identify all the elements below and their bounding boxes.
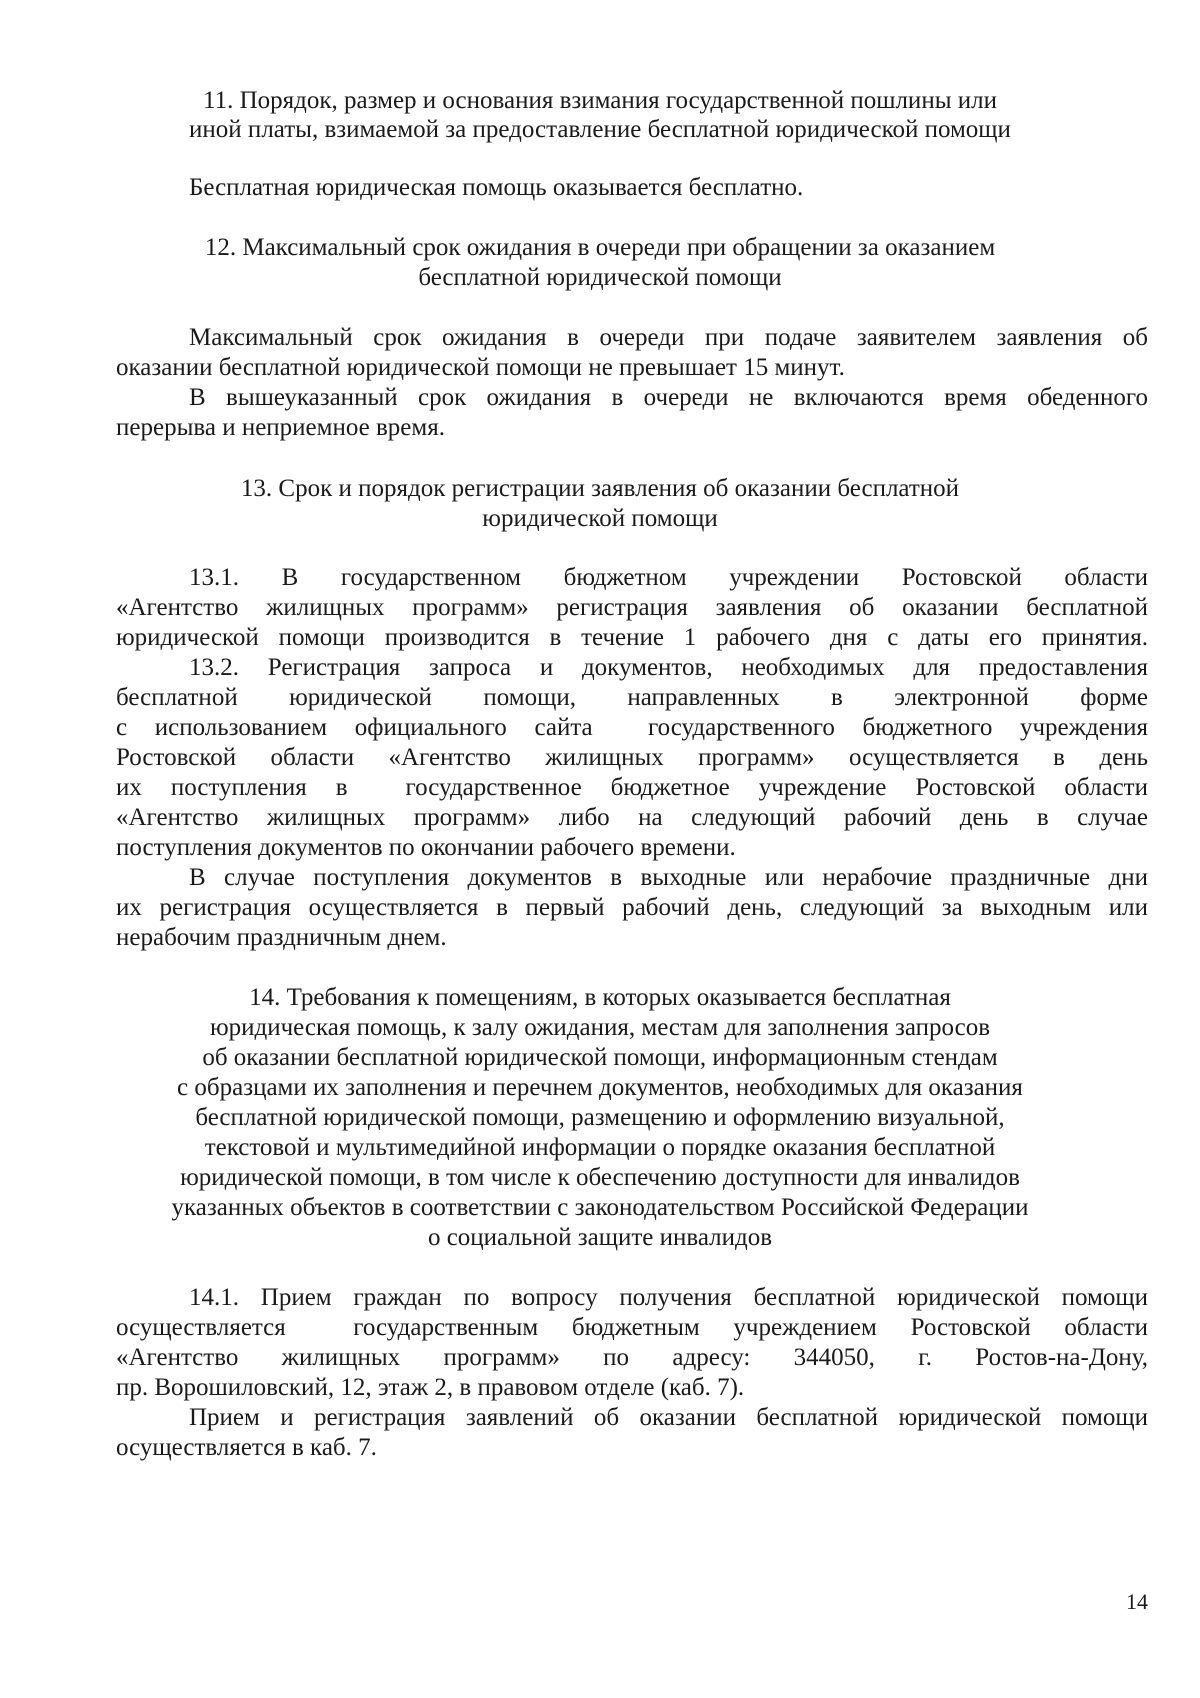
section-14-body-line-6: осуществляется в каб. 7. (116, 1434, 377, 1461)
section-12-heading-line-1: 12. Максимальный срок ожидания в очереди при обращении за оказанием (204, 234, 996, 261)
section-12-body-line-1: Максимальный срок ожидания в очереди при подаче заявителем заявления об (189, 324, 1148, 351)
section-13-body-line-9: «Агентство жилищных программ» либо на следующий рабочий день в случае (116, 804, 1148, 831)
section-14-body-line-3: «Агентство жилищных программ» по адресу: 344050, г. Ростов-на-Дону, (116, 1344, 1148, 1371)
section-13-body-line-6: с использованием официального сайта государственного бюджетного учреждения (116, 714, 1148, 741)
section-14-heading-line-9: о социальной защите инвалидов (427, 1224, 773, 1251)
section-13-body-line-1: 13.1. В государственном бюджетном учреждении Ростовской области (189, 564, 1148, 591)
section-13-body-line-12: их регистрация осуществляется в первый рабочий день, следующий за выходным или (116, 894, 1148, 921)
section-13-body-line-2: «Агентство жилищных программ» регистрация заявления об оказании бесплатной (116, 594, 1148, 621)
section-13-body-line-5: бесплатной юридической помощи, направленных в электронной форме (116, 684, 1148, 711)
section-14-body-line-5: Прием и регистрация заявлений об оказании бесплатной юридической помощи (189, 1404, 1148, 1431)
section-13-body-line-11: В случае поступления документов в выходные или нерабочие праздничные дни (189, 864, 1148, 891)
section-13-heading-line-1: 13. Срок и порядок регистрации заявления об оказании бесплатной (240, 475, 960, 502)
section-11-body: Бесплатная юридическая помощь оказывается бесплатно. (189, 174, 804, 201)
section-14-heading-line-7: юридической помощи, в том числе к обеспечению доступности для инвалидов (180, 1164, 1020, 1191)
section-11-heading-line-1: 11. Порядок, размер и основания взимания государственной пошлины или (203, 87, 997, 114)
section-13-body-line-7: Ростовской области «Агентство жилищных программ» осуществляется в день (116, 744, 1148, 771)
section-14-heading-line-4: с образцами их заполнения и перечнем документов, необходимых для оказания (177, 1074, 1023, 1101)
page-number: 14 (1126, 1589, 1148, 1614)
section-13-body-line-8: их поступления в государственное бюджетное учреждение Ростовской области (116, 774, 1148, 801)
section-14-heading-line-5: бесплатной юридической помощи, размещению и оформлению визуальной, (195, 1104, 1005, 1131)
section-12-heading-line-2: бесплатной юридической помощи (418, 264, 782, 291)
section-13-body-line-10: поступления документов по окончании рабочего времени. (116, 834, 736, 861)
section-14-heading-line-8: указанных объектов в соответствии с законодательством Российской Федерации (171, 1194, 1029, 1221)
section-14-body-line-1: 14.1. Прием граждан по вопросу получения бесплатной юридической помощи (189, 1284, 1148, 1311)
section-14-heading-line-6: текстовой и мультимедийной информации о порядке оказания бесплатной (204, 1134, 996, 1161)
section-13-body-line-4: 13.2. Регистрация запроса и документов, необходимых для предоставления (189, 654, 1148, 681)
section-14-heading-line-2: юридическая помощь, к залу ожидания, местам для заполнения запросов (209, 1014, 991, 1041)
section-14-body-line-4: пр. Ворошиловский, 12, этаж 2, в правовом отделе (каб. 7). (116, 1374, 745, 1401)
section-12-body-line-2: оказании бесплатной юридической помощи не превышает 15 минут. (116, 354, 845, 381)
section-14-heading-line-1: 14. Требования к помещениям, в которых оказывается бесплатная (249, 984, 951, 1011)
section-12-body-line-3: В вышеуказанный срок ожидания в очереди не включаются время обеденного (189, 384, 1148, 411)
section-13-body-line-13: нерабочим праздничным днем. (116, 924, 447, 951)
section-12-body-line-4: перерыва и неприемное время. (116, 414, 445, 441)
section-11-heading-line-2: иной платы, взимаемой за предоставление бесплатной юридической помощи (189, 116, 1011, 143)
section-13-heading-line-2: юридической помощи (482, 505, 718, 532)
section-13-body-line-3: юридической помощи производится в течение 1 рабочего дня с даты его принятия. (116, 624, 1148, 651)
section-14-heading-line-3: об оказании бесплатной юридической помощи, информационным стендам (202, 1044, 998, 1071)
section-14-body-line-2: осуществляется государственным бюджетным учреждением Ростовской области (116, 1314, 1148, 1341)
